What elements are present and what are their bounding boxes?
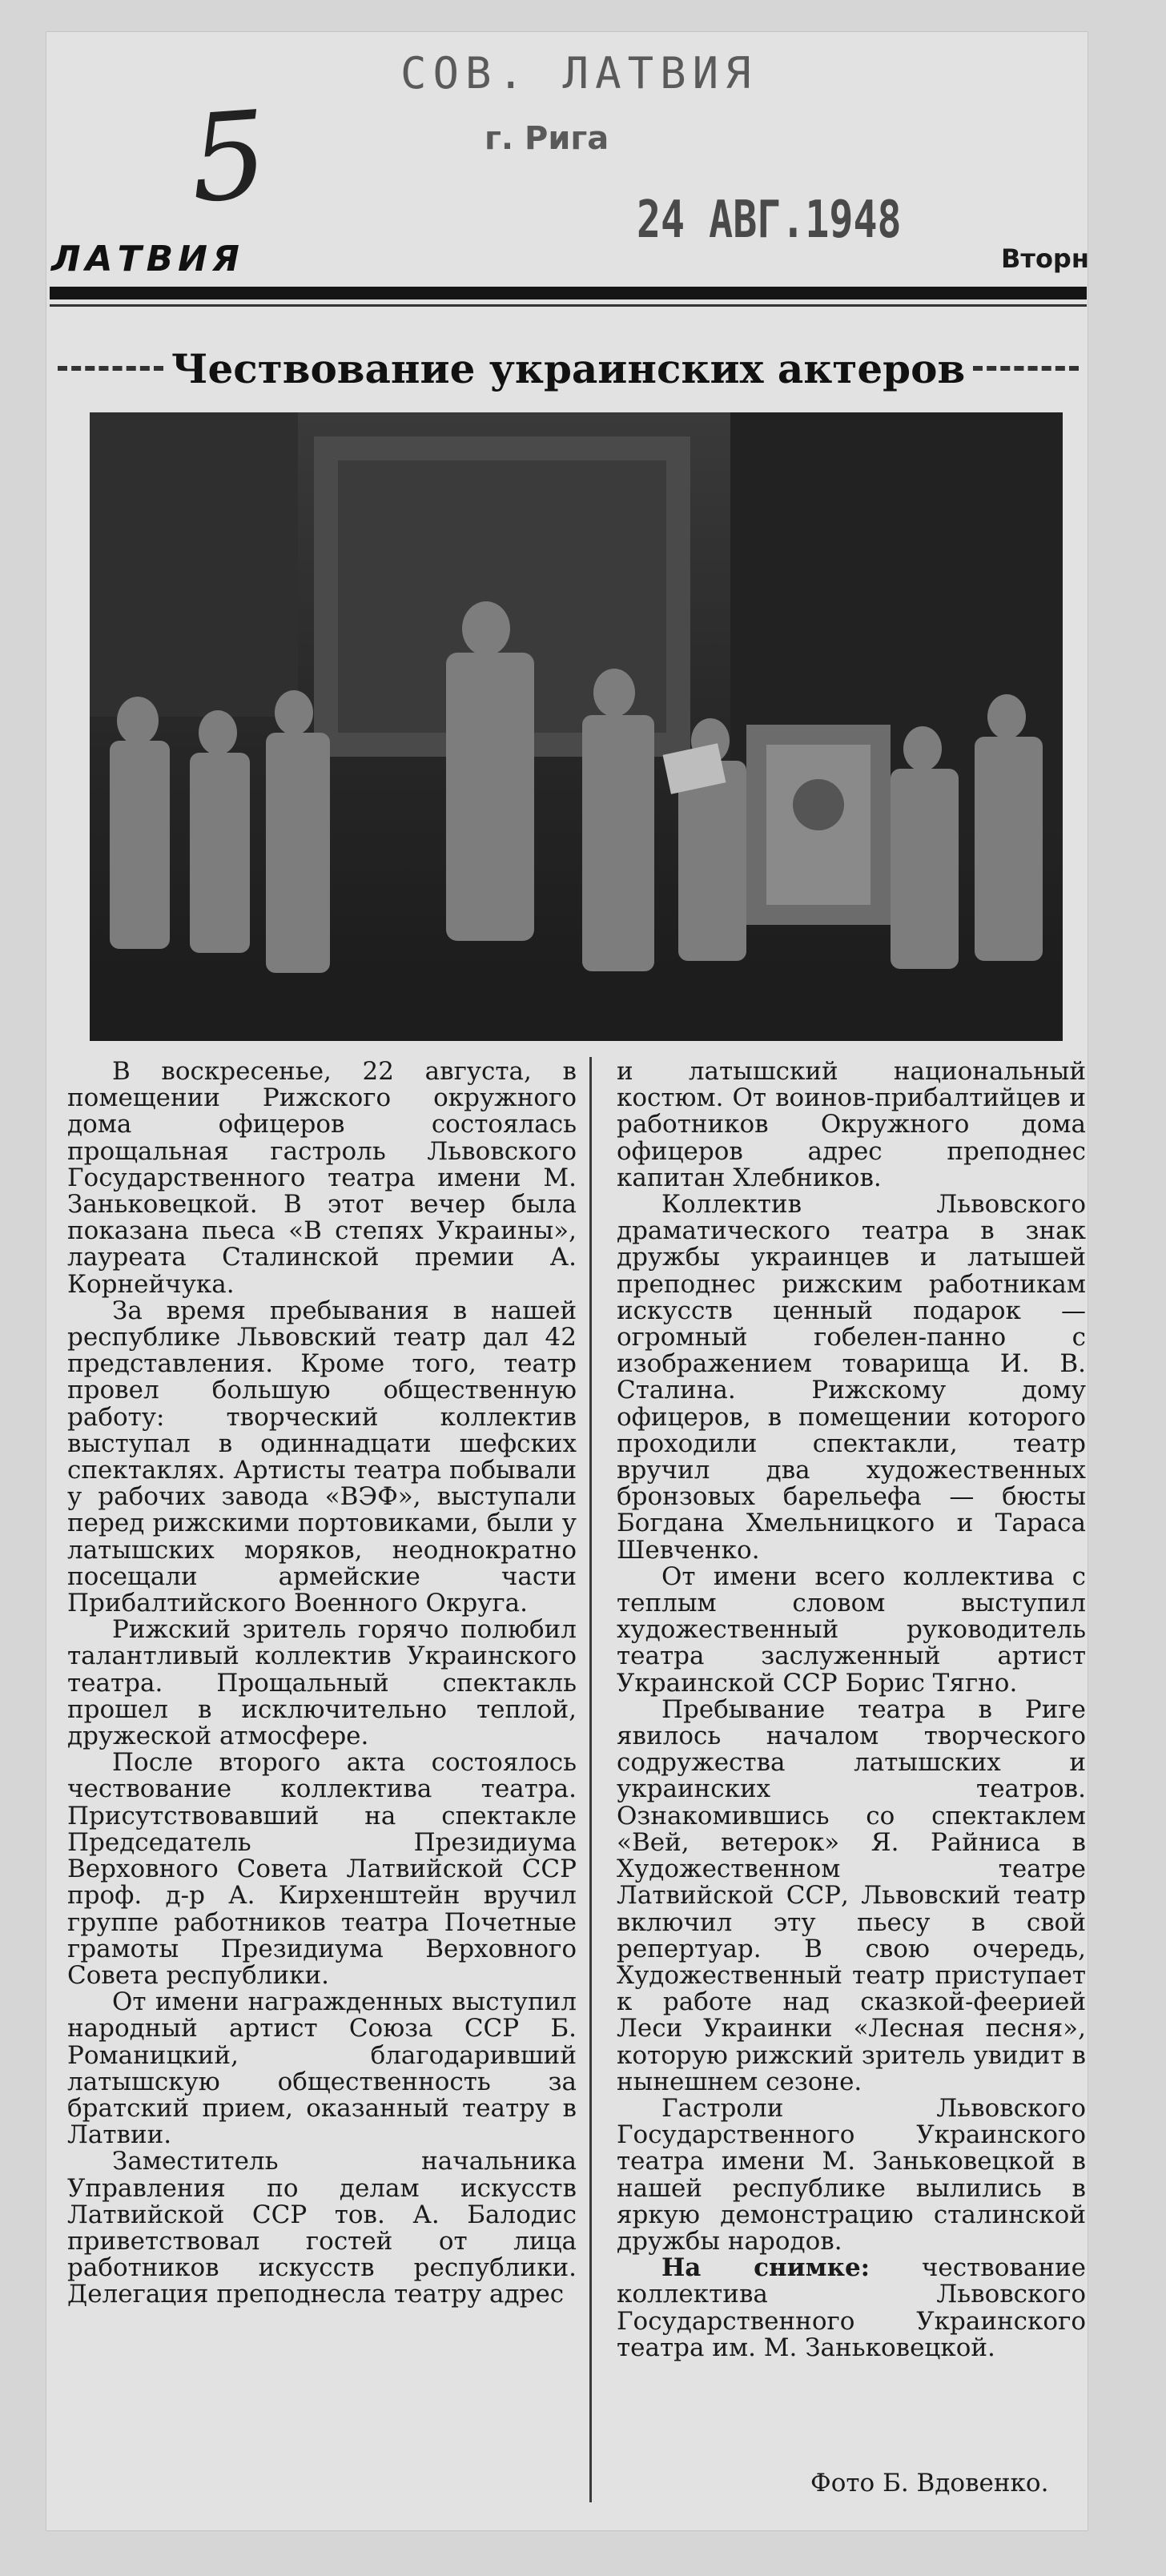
article-paragraph: и латышский национальный костюм. От воинов-прибалтийцев и работников Окружного дома офицеров адрес преподнес капитан Хлебников. — [617, 1057, 1086, 1192]
article-paragraph: После второго акта состоялось чествование коллектива театра. Присутствовавший на спектакле Председатель Президиума Верховного Совета Латвийской ССР проф. д-р А. Кирхенштейн вручил группе работников театра Почетные грамоты Президиума Верховного Совета республики. — [67, 1748, 577, 1990]
article-paragraph: От имени всего коллектива с теплым словом выступил художественный руководитель театра заслуженный артист Украинской ССР Борис Тягно. — [617, 1561, 1086, 1698]
masthead-title: ЛАТВИЯ — [51, 239, 244, 279]
headline-dash-right — [973, 366, 1079, 371]
article-paragraph: Заместитель начальника Управления по делам искусств Латвийской ССР тов. А. Балодис приветствовал гостей от лица работников искусств республики. Делегация преподнесла театру адрес — [67, 2147, 577, 2309]
article-column-left — [67, 1059, 577, 2309]
article-paragraph: За время пребывания в нашей республике Львовский театр дал 42 представления. Кроме того, театр провел большую общественную работу: творческий коллектив выступал в одиннадцати шефских спектаклях. Артисты театра побывали у рабочих завода «ВЭФ», выступали перед рижскими портовиками, были у латышских моряков, неоднократно посещали армейские части Прибалтийского Военного Округа. — [67, 1296, 577, 1618]
handwritten-number: 5 — [186, 85, 272, 231]
article-paragraph: Пребывание театра в Риге явилось началом творческого содружества латышских и украинских театров. Ознакомившись со спектаклем «Вей, ветерок» Я. Райниса в Художественном театре Латвийской ССР, Львовский театр включил эту пьесу в свой репертуар. В свою очередь, Художественный театр приступает к работе над сказкой-феерией Леси Украинки «Лесная песня», которую рижский зритель увидит в нынешнем сезоне. — [617, 1694, 1086, 2096]
article-column-right — [617, 1059, 1086, 2361]
photo-caption — [617, 2255, 1086, 2361]
article-paragraph: Рижский зритель горячо полюбил талантливый коллектив Украинского театра. Прощальный спектакль прошел в исключительно теплой, дружеской атмосфере. — [67, 1615, 577, 1751]
masthead-rule-thick — [50, 287, 1087, 299]
photo-credit: Фото Б. Вдовенко. — [810, 2469, 1049, 2498]
masthead-rule-thin — [50, 304, 1087, 307]
article-paragraph: Гастроли Львовского Государственного Украинского театра имени М. Заньковецкой в нашей республике вылились в яркую демонстрацию сталинской дружбы народов. — [617, 2093, 1086, 2256]
column-divider — [589, 1057, 592, 2502]
article-paragraph: Коллектив Львовского драматического театра в знак дружбы украинцев и латышей преподнес рижским работникам искусств ценный подарок — огромный гобелен-панно с изображением товарища И. В. Сталина. Рижскому дому офицеров, в помещении которого проходили спектакли, театр вручил два художественных бронзовых барельефа — бюсты Богдана Хмельницкого и Тараса Шевченко. — [617, 1190, 1086, 1565]
headline-row — [50, 336, 1087, 400]
stamp-date: 24 АВГ.1948 — [637, 191, 902, 250]
photo-portrait-head — [793, 779, 844, 830]
photo-caption-label: На снимке: — [661, 2253, 870, 2283]
article-paragraph: В воскресенье, 22 августа, в помещении Рижского окружного дома офицеров состоялась прощальная гастроль Львовского Государственного театра имени М. Заньковецкой. В этот вечер была показана пьеса «В степях Украины», лауреата Сталинской премии А. Корнейчука. — [67, 1057, 577, 1299]
photo-floor — [90, 973, 1063, 1041]
stamp-source: СОВ. ЛАТВИЯ — [400, 48, 758, 98]
headline-dash-left — [58, 366, 163, 371]
masthead-day: Вторн — [1001, 243, 1089, 274]
photo-caption-text: чествование коллектива Львовского Государственного Украинского театра им. М. Заньковецкой. — [617, 2253, 1086, 2362]
article-headline: Чествование украинских актеров — [171, 344, 966, 392]
article-photo — [90, 412, 1063, 1041]
stamp-city: г. Рига — [484, 120, 609, 157]
photo-left-wall — [90, 412, 298, 717]
article-paragraph: От имени награжденных выступил народный артист Союза ССР Б. Романицкий, благодаривший латышскую общественность за братский прием, оказанный театру в Латвии. — [67, 1987, 577, 2150]
